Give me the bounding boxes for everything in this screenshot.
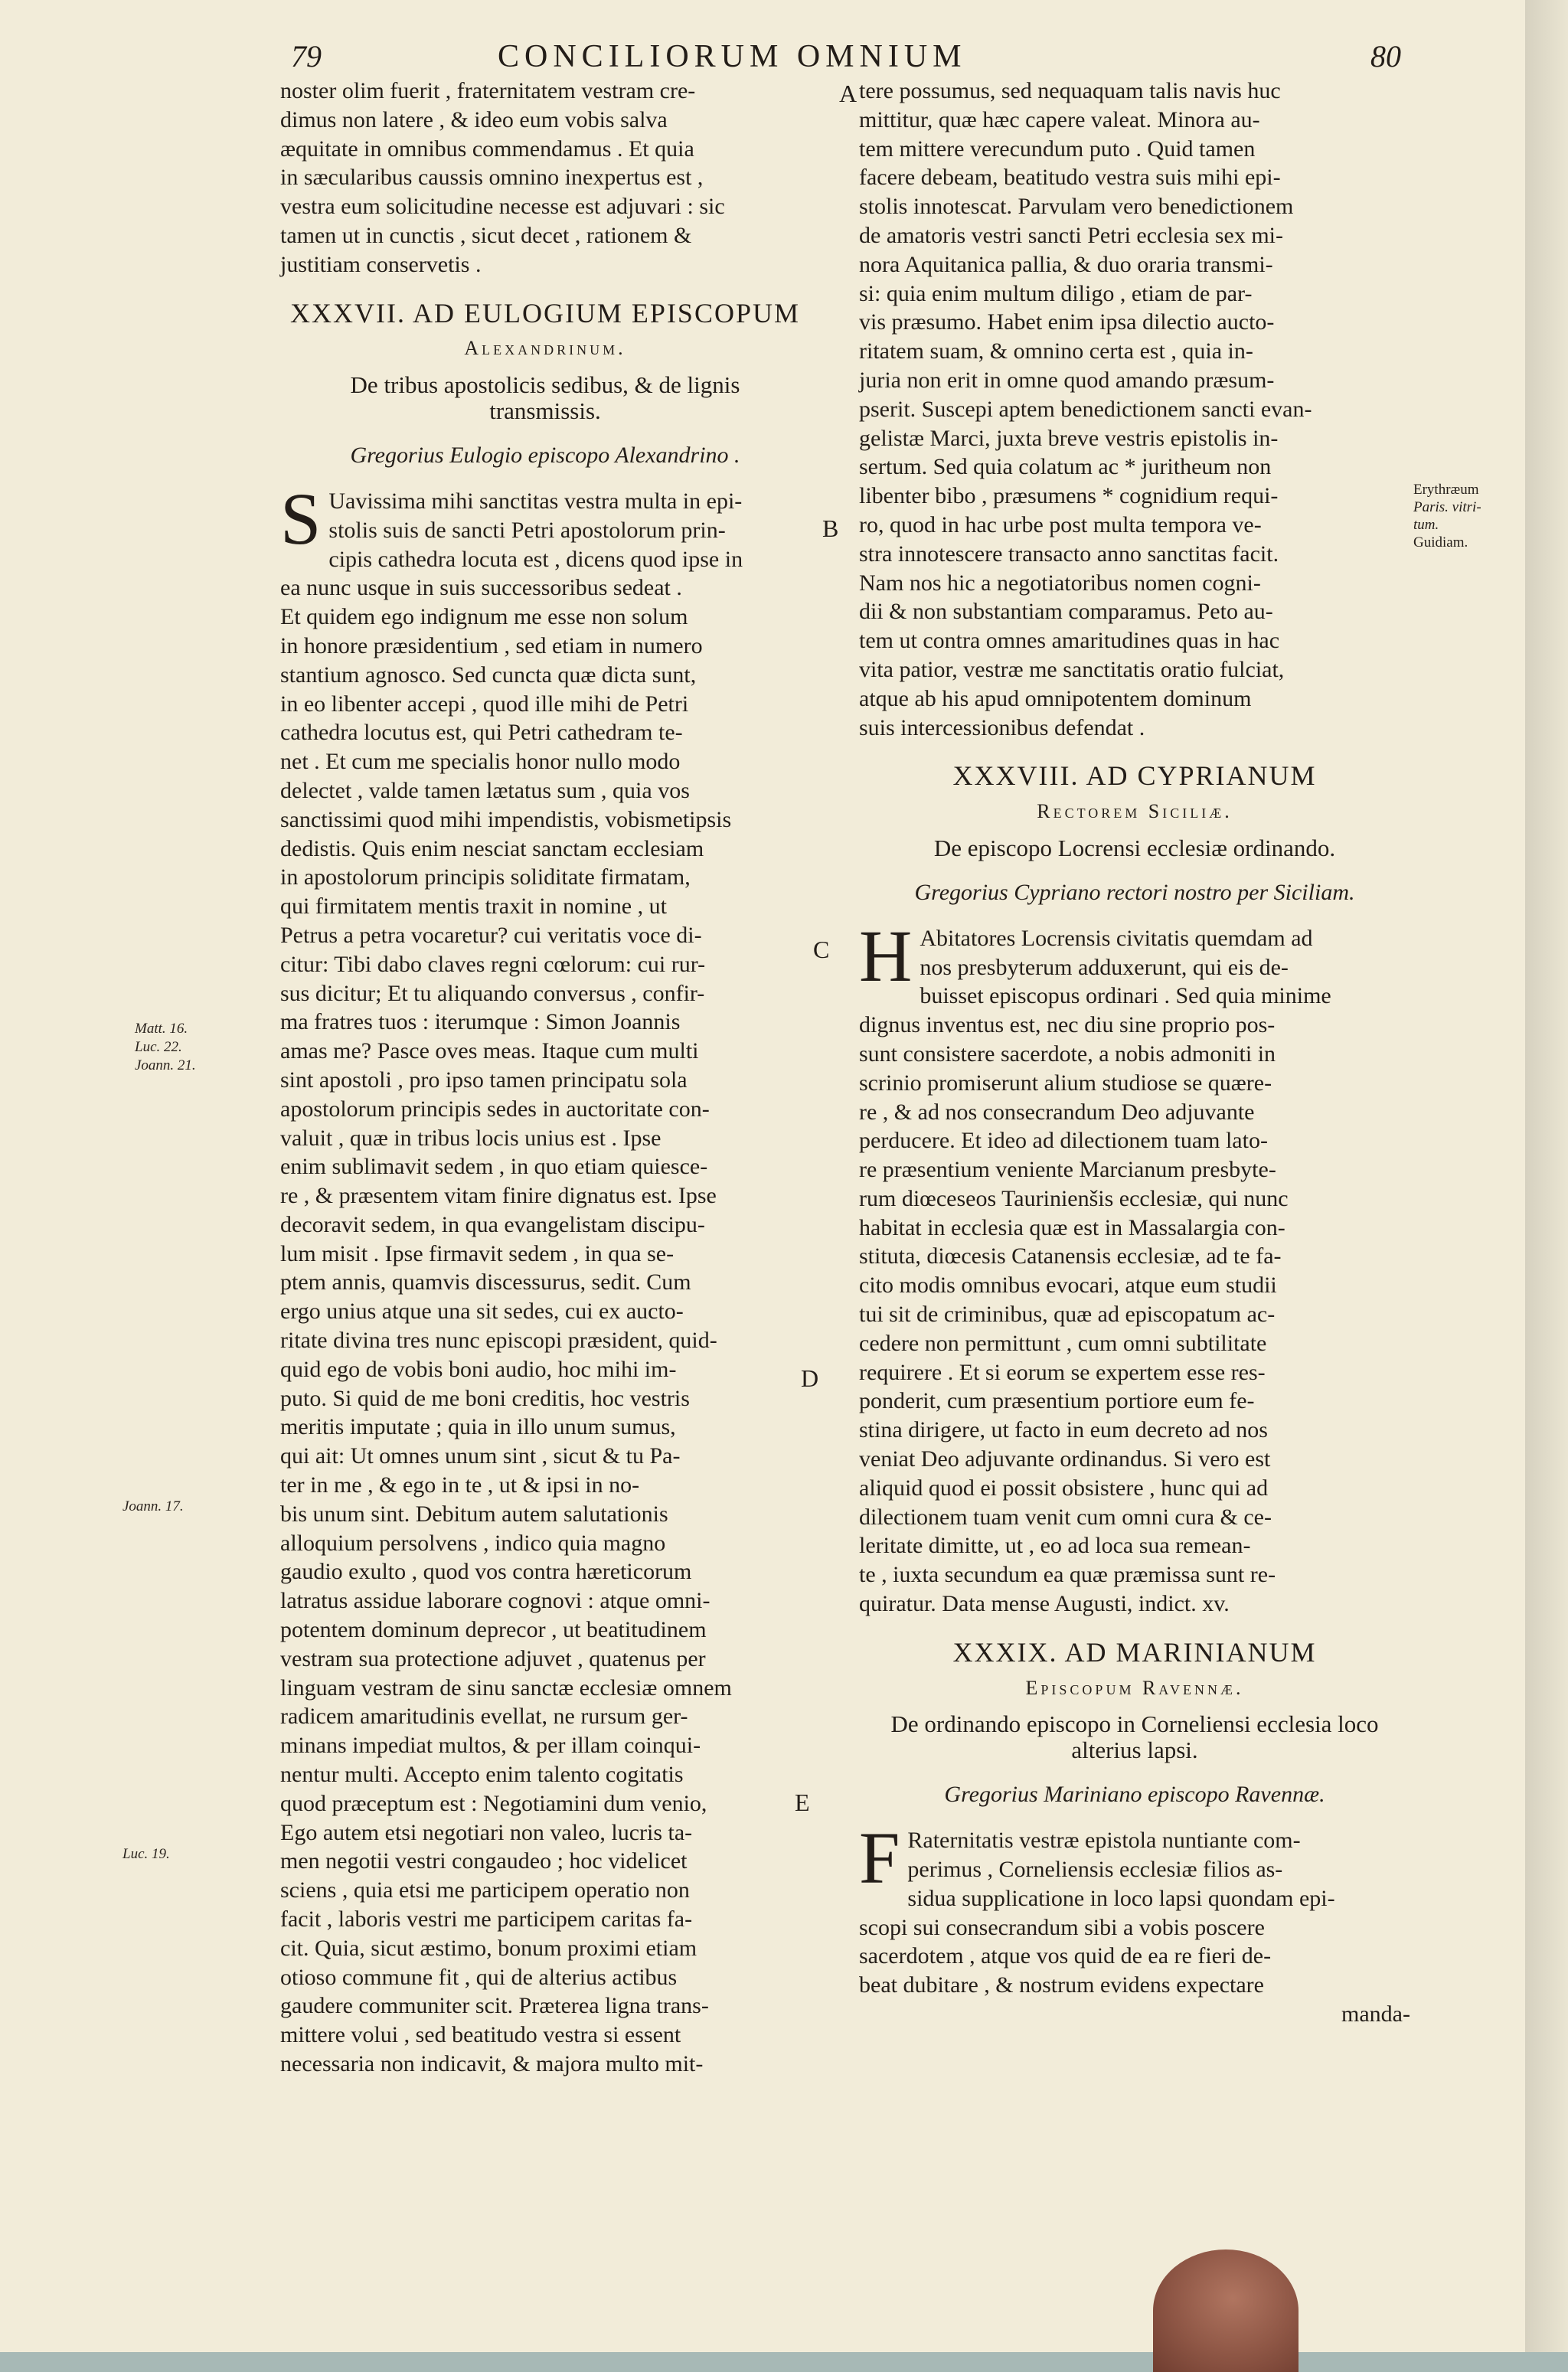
text-line: delectet , valde tamen lætatus sum , quia vos [280,777,690,803]
text-line: Abitatores Locrensis civitatis quemdam ad [920,925,1313,951]
text-line: vestra eum solicitudine necesse est adjuvari : sic [280,194,725,220]
page-number-right: 80 [1370,39,1401,74]
letter-argument: De episcopo Locrensi ecclesiæ ordinando. [933,834,1336,861]
text-line: citur: Tibi dabo claves regni cœlorum: cui rur- [280,951,706,977]
letter-subheading: Alexandrinum. [464,337,626,360]
text-line: tem mittere verecundum puto . Quid tamen [859,136,1256,162]
text-line: vestram sua protectione adjuvet , quatenus per [280,1645,706,1671]
margin-note-line: Erythræum [1413,482,1479,498]
running-head [283,37,1401,83]
section-letter: A [839,80,858,107]
text-line: Et quidem ego indignum me esse non solum [280,604,688,630]
scripture-ref: Joann. 21. [135,1057,196,1073]
text-line: ma fratres tuos : iterumque : Simon Joannis [280,1009,681,1035]
page-number-left: 79 [291,39,322,74]
text-line: tamen ut in cunctis , sicut decet , rationem & [280,222,692,248]
text-line: sciens , quia etsi me participem operatio non [280,1877,690,1903]
text-line: net . Et cum me specialis honor nullo modo [280,749,681,775]
text-line: ritatem suam, & omnino certa est , quia in- [859,338,1253,364]
margin-note [1413,481,1528,551]
text-line: noster olim fuerit , fraternitatem vestram cre- [280,78,696,103]
text-line: enim sublimavit sedem , in quo etiam quiesce- [280,1154,708,1180]
text-line: sacerdotem , atque vos quid de ea re fieri de- [859,1943,1272,1969]
text-line: beat dubitare , & nostrum evidens expectare [859,1972,1264,1998]
text-line: sanctissimi quod mihi impendistis, vobismetipsis [280,806,732,832]
text-line: quiratur. Data mense Augusti, indict. xv. [859,1591,1230,1617]
text-line: ponderit, cum præsentium portiore eum fe- [859,1388,1255,1414]
text-line: men negotii vestri congaudeo ; hoc videlicet [280,1848,688,1874]
scripture-ref: Luc. 19. [122,1846,170,1862]
text-line: in sæcularibus caussis omnino inexpertus est , [280,165,704,191]
section-letter: C [813,936,830,963]
section-letter: B [822,515,839,542]
text-line: otioso commune fit , qui de alterius actibus [280,1964,678,1990]
text-line: cedere non permittunt , cum omni subtilitate [859,1330,1267,1356]
text-line: nos presbyterum adduxerunt, qui eis de- [920,954,1289,980]
text-line: gaudere communiter scit. Præterea ligna trans- [280,1993,709,2019]
text-line: Petrus a petra vocaretur? cui veritatis voce di- [280,922,702,948]
text-line: in apostolorum principis soliditate firmatam, [280,864,691,890]
text-line: sidua supplicatione in loco lapsi quondam epi- [907,1885,1335,1911]
text-line: quid ego de vobis boni audio, hoc mihi im- [280,1356,677,1382]
text-line: apostolorum principis sedes in auctoritate con- [280,1096,710,1122]
text-line: Ego autem etsi negotiari non valeo, lucris ta- [280,1819,693,1845]
text-line: Nam nos hic a negotiatoribus nomen cogni- [859,570,1261,596]
text-line: tem ut contra omnes amaritudines quas in hac [859,628,1280,654]
scripture-ref: Joann. 17. [122,1498,184,1514]
text-line: cipis cathedra locuta est , dicens quod ipse in [328,546,743,572]
text-line: rum diœceseos Taurinienšis ecclesiæ, qui nunc [859,1185,1289,1211]
running-title: CONCILIORUM OMNIUM [498,39,967,74]
scripture-ref: Luc. 22. [135,1039,182,1055]
text-line: gaudio exulto , quod vos contra hæreticorum [280,1559,692,1585]
text-line: radicem amaritudinis evellat, ne rursum ger- [280,1704,688,1730]
text-line: cito modis omnibus evocari, atque eum studii [859,1273,1277,1299]
letter-salutation: Gregorius Cypriano rectori nostro per Siciliam. [914,879,1355,905]
margin-note-line: Guidiam. [1413,534,1468,551]
text-line: ro, quod in hac urbe post multa tempora ve- [859,511,1262,537]
text-line: re , & ad nos consecrandum Deo adjuvante [859,1099,1255,1125]
text-line: stra innotescere transacto anno sanctitas facit. [859,541,1279,567]
catchword: manda- [1341,2001,1410,2027]
text-line: ritate divina tres nunc episcopi præsident, quid- [280,1328,717,1354]
text-line: cit. Quia, sicut æstimo, bonum proximi etiam [280,1935,697,1961]
text-line: facit , laboris vestri me participem caritas fa- [280,1906,693,1933]
text-line: meritis imputate ; quia in illo unum sumus, [280,1414,676,1440]
text-line: nentur multi. Accepto enim talento cogitatis [280,1762,684,1788]
scripture-ref: Matt. 16. [135,1021,188,1037]
letter-heading: XXXVII. AD EULOGIUM EPISCOPUM [289,297,800,328]
text-line: sunt consistere sacerdote, a nobis admoniti in [859,1041,1276,1067]
letter-heading: XXXIX. AD MARINIANUM [952,1636,1317,1668]
text-line: re , & præsentem vitam finire dignatus est. Ipse [280,1183,717,1209]
text-line: nora Aquitanica pallia, & duo oraria transmi- [859,251,1273,277]
text-line: justitiam conservetis . [280,251,482,277]
text-line: stolis suis de sancti Petri apostolorum prin- [328,517,726,543]
text-line: linguam vestram de sinu sanctæ ecclesiæ omnem [280,1674,732,1701]
text-line: stituta, diœcesis Catanensis ecclesiæ, ad te fa- [859,1243,1282,1269]
text-line: ter in me , & ego in te , ut & ipsi in no- [280,1472,640,1498]
section-letter: E [795,1789,810,1816]
letter-salutation: Gregorius Mariniano episcopo Ravennæ. [944,1782,1325,1808]
text-line: veniat Deo adjuvante ordinandus. Si vero est [859,1446,1271,1472]
left-column [280,77,810,2079]
text-line: dimus non latere , & ideo eum vobis salva [280,106,668,132]
text-line: æquitate in omnibus commendamus . Et quia [280,136,694,162]
text-line: tui sit de criminibus, quæ ad episcopatum ac- [859,1302,1276,1328]
text-line: tere possumus, sed nequaquam talis navis huc [859,78,1281,103]
text-line: scrinio promiserunt alium studiose se quære- [859,1070,1272,1096]
text-line: atque ab his apud omnipotentem dominum [859,685,1252,711]
dropcap: H [859,914,913,997]
text-line: re præsentium veniente Marcianum presbyte- [859,1157,1276,1183]
text-line: si: quia enim multum diligo , etiam de par- [859,280,1253,306]
text-line: Raternitatis vestræ epistola nuntiante com- [907,1828,1301,1854]
text-line: leritate dimitte, ut , eo ad loca sua remean- [859,1533,1251,1559]
text-line: buisset episcopus ordinari . Sed quia minime [920,983,1331,1009]
letter-subheading: Episcopum Ravennæ. [1025,1676,1244,1699]
text-line: pserit. Suscepi aptem benedictionem sancti evan- [859,396,1312,422]
text-line: vita patior, vestræ me sanctitatis oratio fulciat, [859,656,1285,682]
text-line: dedistis. Quis enim nesciat sanctam ecclesiam [280,835,704,861]
reader-thumb [1153,2249,1298,2372]
text-line: stantium agnosco. Sed cuncta quæ dicta sunt, [280,662,697,688]
text-line: aliquid quod ei possit obsistere , hunc qui ad [859,1475,1269,1501]
text-line: qui firmitatem mentis traxit in nomine , ut [280,894,667,920]
text-line: bis unum sint. Debitum autem salutationis [280,1501,668,1527]
section-letter: D [801,1364,819,1392]
text-line: potentem dominum deprecor , ut beatitudinem [280,1617,707,1643]
text-line: in honore præsidentium , sed etiam in numero [280,632,703,658]
text-line: facere debeam, beatitudo vestra suis mihi epi- [859,165,1281,191]
text-line: dii & non substantiam comparamus. Peto au- [859,599,1273,625]
text-line: stina dirigere, ut facto in eum decreto ad nos [859,1417,1268,1443]
margin-note-line: tum. [1413,517,1439,533]
text-line: gelistæ Marci, juxta breve vestris epistolis in- [859,425,1279,451]
text-line: sertum. Sed quia colatum ac * juritheum non [859,454,1272,480]
text-line: te , iuxta secundum ea quæ præmissa sunt re- [859,1562,1276,1588]
margin-note-line: Paris. vitri- [1413,499,1481,515]
text-line: decoravit sedem, in qua evangelistam discipu- [280,1211,705,1237]
text-line: libenter bibo , præsumens * cognidium requi- [859,483,1279,509]
text-line: Uavissima mihi sanctitas vestra multa in epi- [328,488,743,514]
text-line: habitat in ecclesia quæ est in Massalargia con- [859,1214,1285,1240]
text-line: dignus inventus est, nec diu sine proprio pos- [859,1012,1276,1038]
dropcap: S [280,477,322,560]
text-line: latratus assidue laborare cognovi : atque omni- [280,1588,710,1614]
text-line: amas me? Pasce oves meas. Itaque cum multi [280,1038,699,1064]
text-line: necessaria non indicavit, & majora multo mit- [280,2051,704,2076]
text-line: quod præceptum est : Negotiamini dum venio, [280,1790,707,1816]
letter-argument: De tribus apostolicis sedibus, & de lignis transmissis. [350,371,740,425]
text-line: ergo unius atque una sit sedes, cui ex aucto- [280,1299,684,1325]
text-line: sint apostoli , pro ipso tamen principatu sola [280,1067,688,1093]
text-line: puto. Si quid de me boni creditis, hoc vestris [280,1385,690,1411]
text-line: perimus , Corneliensis ecclesiæ filios as- [907,1857,1283,1883]
text-line: juria non erit in omne quod amando præsum- [859,367,1275,393]
text-line: stolis innotescat. Parvulam vero benedictionem [859,194,1294,220]
text-line: ptem annis, quamvis discessurus, sedit. Cum [280,1269,691,1295]
text-line: scopi sui consecrandum sibi a vobis poscere [859,1914,1265,1940]
page-gutter [1525,0,1568,2352]
text-line: requirere . Et si eorum se expertem esse res- [859,1359,1266,1385]
text-line: mittitur, quæ hæc capere valeat. Minora au- [859,106,1260,132]
text-line: in eo libenter accepi , quod ille mihi de Petri [280,691,689,717]
text-line: suis intercessionibus defendat . [859,714,1145,740]
text-line: ea nunc usque in suis successoribus sedeat . [280,575,682,601]
text-line: minans impediat multos, & per illam coinqui- [280,1733,701,1759]
text-line: qui ait: Ut omnes unum sint , sicut & tu Pa- [280,1443,681,1469]
letter-argument: De ordinando episcopo in Corneliensi ecclesia loco alterius lapsi. [890,1710,1379,1764]
text-line: cathedra locutus est, qui Petri cathedram te- [280,720,683,746]
letter-salutation: Gregorius Eulogio episcopo Alexandrino . [350,443,740,469]
text-line: valuit , quæ in tribus locis unius est . Ipse [280,1125,662,1151]
text-line: perducere. Et ideo ad dilectionem tuam lato- [859,1128,1268,1154]
text-line: mittere volui , sed beatitudo vestra si essent [280,2022,681,2048]
text-line: sus dicitur; Et tu aliquando conversus , confir- [280,980,705,1006]
text-line: lum misit . Ipse firmavit sedem , in qua se- [280,1240,675,1266]
text-line: de amatoris vestri sancti Petri ecclesia sex mi- [859,222,1283,248]
text-line: dilectionem tuam venit cum omni cura & ce- [859,1504,1272,1530]
right-column [859,77,1410,2029]
text-line: vis præsumo. Habet enim ipsa dilectio aucto- [859,309,1275,335]
dropcap: F [859,1817,900,1900]
letter-heading: XXXVIII. AD CYPRIANUM [952,760,1317,792]
text-line: alloquium persolvens , indico quia magno [280,1530,666,1556]
letter-subheading: Rectorem Siciliæ. [1037,800,1233,823]
